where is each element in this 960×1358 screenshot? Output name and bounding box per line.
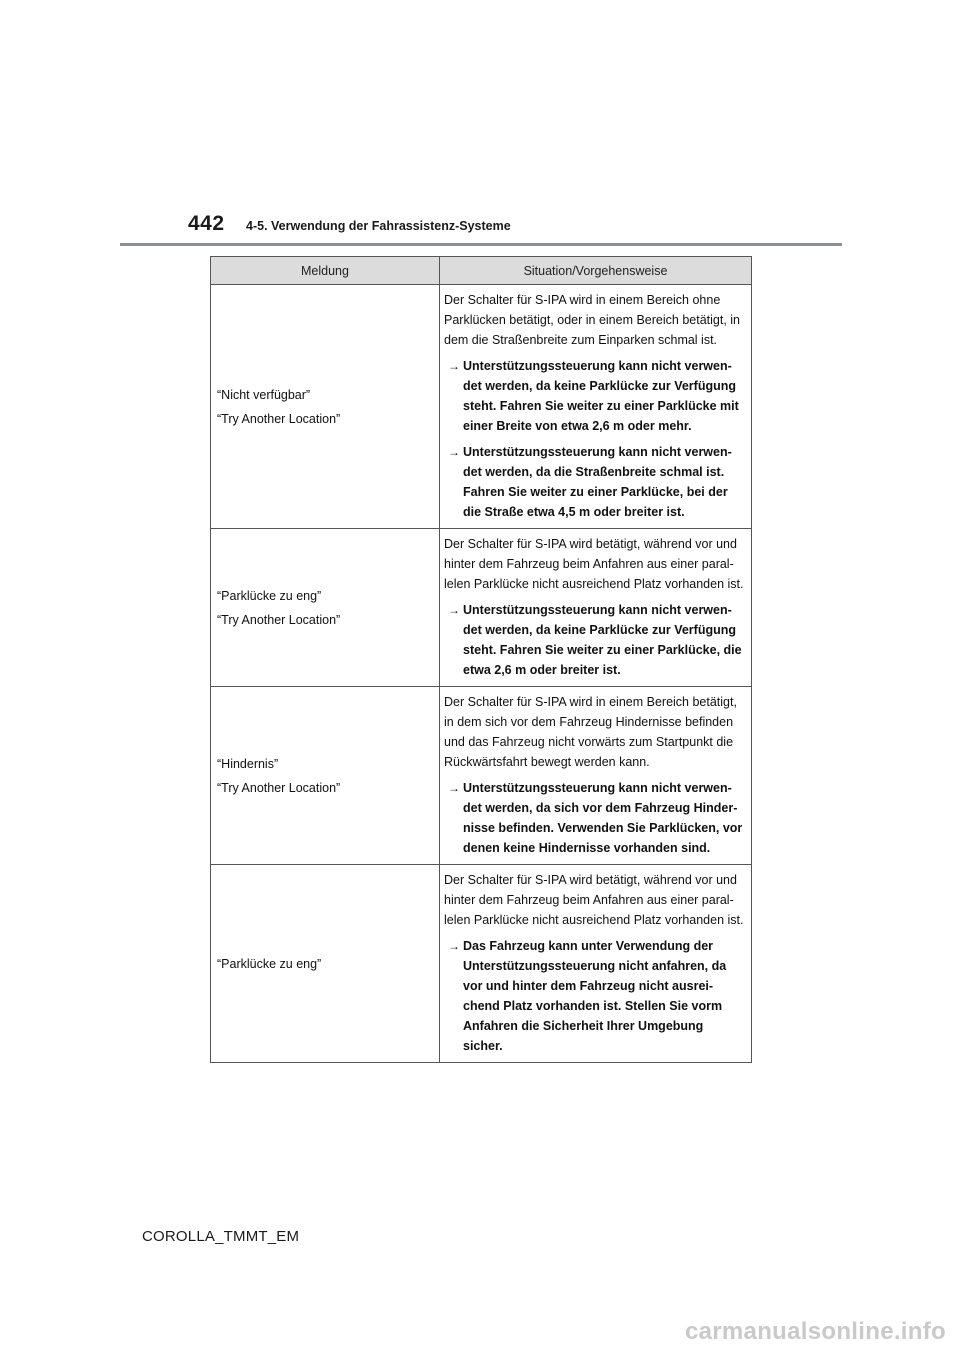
message-text: “Try Another Location” [217, 411, 341, 426]
arrow-right-icon: → [448, 603, 460, 617]
message-cell [211, 687, 440, 865]
action-item [444, 778, 745, 858]
message-text: “Parklücke zu eng” [217, 956, 322, 971]
message-cell [211, 285, 440, 529]
message-cell [211, 865, 440, 1063]
message-text: “Parklücke zu eng” [217, 588, 322, 603]
action-text: Unterstützungssteuerung kann nicht verwen-det werden, da die Straßenbreite schmal ist. Fahren Sie weiter zu einer Parklücke, bei der die Straße etwa 4,5 m oder breiter ist. [463, 445, 732, 519]
message-text: “Nicht verfügbar” [217, 387, 311, 402]
action-text: Unterstützungssteuerung kann nicht verwen-det werden, da keine Parklücke zur Verfügung steht. Fahren Sie weiter zu einer Parklücke, die etwa 2,6 m oder breiter ist. [463, 603, 742, 677]
situation-text: Der Schalter für S-IPA wird in einem Bereich ohne Parklücken betätigt, oder in einem Bereich betätigt, in dem die Straßenbreite zum Einparken schmal ist. [444, 293, 741, 347]
action-text: Unterstützungssteuerung kann nicht verwen-det werden, da sich vor dem Fahrzeug Hinder-nisse befinden. Verwenden Sie Parklücken, vor denen keine Hindernisse vorhanden sind. [463, 781, 743, 855]
header-divider [120, 243, 842, 246]
message-text: “Try Another Location” [217, 780, 341, 795]
situation-text: Der Schalter für S-IPA wird betätigt, während vor und hinter dem Fahrzeug beim Anfahren aus einer paral-lelen Parklücke nicht ausreichend Platz vorhanden ist. [444, 537, 744, 591]
section-title: 4-5. Verwendung der Fahrassistenz-Systeme [246, 219, 511, 233]
arrow-right-icon: → [448, 359, 460, 373]
arrow-right-icon: → [448, 939, 460, 953]
table-row [211, 285, 752, 529]
table-row [211, 529, 752, 687]
action-item [444, 356, 745, 436]
column-header-situation: Situation/Vorgehensweise [440, 257, 752, 285]
watermark-logo[interactable]: carmanualsonline.info [684, 1318, 946, 1345]
action-item [444, 442, 745, 522]
situation-text: Der Schalter für S-IPA wird betätigt, während vor und hinter dem Fahrzeug beim Anfahren aus einer paral-lelen Parklücke nicht ausreichend Platz vorhanden ist. [444, 873, 744, 927]
table-row [211, 865, 752, 1063]
message-text: “Try Another Location” [217, 612, 341, 627]
document-code: COROLLA_TMMT_EM [142, 1228, 300, 1245]
page-number: 442 [188, 212, 225, 235]
arrow-right-icon: → [448, 781, 460, 795]
message-text: “Hindernis” [217, 756, 279, 771]
action-text: Das Fahrzeug kann unter Verwendung der Unterstützungssteuerung nicht anfahren, da vor und hinter dem Fahrzeug nicht ausrei-chend Platz vorhanden ist. Stellen Sie vorm Anfahren die Sicherheit Ihrer Umgebung sicher. [463, 939, 727, 1053]
situation-cell [440, 687, 752, 865]
action-item [444, 936, 745, 1056]
arrow-right-icon: → [448, 445, 460, 459]
situation-cell [440, 529, 752, 687]
message-cell [211, 529, 440, 687]
table-header-row [211, 257, 752, 285]
column-header-message: Meldung [211, 257, 440, 285]
situation-text: Der Schalter für S-IPA wird in einem Bereich betätigt, in dem sich vor dem Fahrzeug Hindernisse befinden und das Fahrzeug nicht vorwärts zum Startpunkt die Rückwärtsfahrt bewegt werden kann. [444, 695, 737, 769]
action-item [444, 600, 745, 680]
situation-cell [440, 865, 752, 1063]
situation-cell [440, 285, 752, 529]
message-table [210, 256, 752, 1063]
table-row [211, 687, 752, 865]
action-text: Unterstützungssteuerung kann nicht verwen-det werden, da keine Parklücke zur Verfügung steht. Fahren Sie weiter zu einer Parklücke mit einer Breite von etwa 2,6 m oder mehr. [463, 359, 739, 433]
